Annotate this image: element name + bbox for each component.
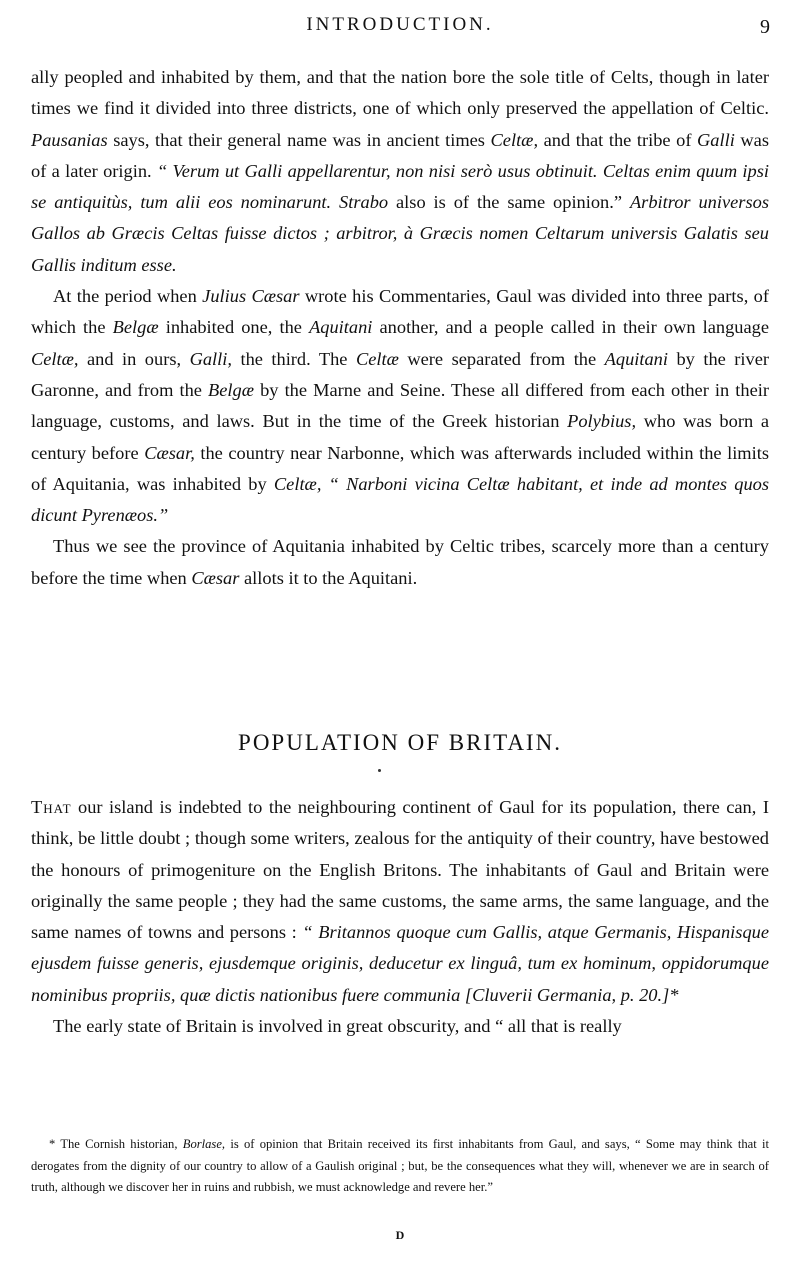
text-run: our island is indebted to the neighbouring continent of Gaul for its population, there can, I think, be little doubt ; though some writers, zealous for the antiquity of their country, have bestowed the honours of primogeniture on the English Britons. The inhabitants of Gaul and Britain were originally the same people ; they had the same customs, the same arms, the same language, and the same names of towns and persons : — [31, 797, 769, 943]
signature-mark: D — [395, 1228, 405, 1242]
section-paragraph-2 — [31, 1011, 769, 1042]
text-run: At the period when — [53, 286, 197, 307]
name-strabo: Strabo — [339, 192, 389, 213]
latin-quote: Arbitror universos Gallos ab Græcis Celtas fuisse dictos ; arbitror, à Græcis nomen Celtarum universis Galatis seu Gallis inditum esse. — [31, 192, 769, 275]
text-run: who was born a century before — [31, 411, 769, 463]
text-run: another, and a people called in their own language — [379, 317, 769, 338]
name-celtae: Celtæ, — [490, 129, 539, 150]
footnote-text: * The Cornish historian, — [49, 1137, 178, 1151]
name-caesar: Cæsar — [191, 567, 240, 588]
name-aquitani: Aquitani — [309, 317, 373, 338]
text-run: says, that their general name was in ancient times — [113, 129, 485, 150]
section-text — [31, 792, 769, 1042]
name-galli: Galli — [697, 129, 735, 150]
latin-quote: “ Britannos quoque cum Gallis, atque Germanis, Hispanisque ejusdem fuisse generis, ejusdemque originis, deducetur ex linguâ, tum ex hominum, oppidorumque nominibus propriis, quæ dictis nationibus fuere communia — [31, 922, 770, 1005]
text-run: and in ours, — [87, 348, 182, 369]
text-run: allots it to the Aquitani. — [244, 567, 418, 588]
intro-paragraph-2 — [31, 281, 769, 531]
name-polybius: Polybius, — [567, 411, 637, 432]
name-celtae: Celtæ, — [273, 473, 322, 494]
text-run: Thus we see the province of Aquitania inhabited by Celtic tribes, scarcely more than a century before the time when — [31, 536, 769, 588]
text-run: also is of the same opinion.” — [396, 192, 623, 213]
section-paragraph-1 — [31, 792, 769, 1011]
text-run: were separated from the — [407, 348, 597, 369]
text-run: ally peopled and inhabited by them, and that the nation bore the sole title of Celts, though in later times we find it divided into three districts, one of which only preserved the appellation of Celtic. — [31, 67, 769, 119]
introduction-text — [31, 62, 769, 594]
intro-paragraph-1 — [31, 62, 769, 281]
footnote-text: is of opinion that Britain received its first inhabitants from Gaul, and says, “ Some may think that it derogates from the dignity of our country to allow of a Gaulish original ; but, be the consequences what they will, whenever we are in search of truth, although we discover her in ruins and rubbish, we must acknowledge and revere her.” — [31, 1137, 769, 1194]
name-galli: Galli, — [189, 348, 232, 369]
running-header — [0, 14, 800, 44]
name-julius-caesar: Julius Cæsar — [202, 286, 300, 307]
running-title: INTRODUCTION. — [306, 14, 494, 35]
text-run: the country near Narbonne, which was afterwards included within the limits of Aquitania, was inhabited by — [31, 442, 769, 494]
intro-paragraph-3 — [31, 531, 769, 594]
name-celtae: Celtæ, — [31, 348, 79, 369]
name-aquitani: Aquitani — [604, 348, 668, 369]
name-belgae: Belgæ — [208, 379, 254, 400]
text-run: by the river Garonne, and from the — [31, 348, 769, 400]
ornament-dot — [378, 769, 381, 772]
section-heading: POPULATION OF BRITAIN. — [238, 730, 562, 755]
citation: [Cluverii Germania, p. 20.]* — [464, 984, 679, 1005]
latin-quote: “ Verum ut Galli appellarentur, non nisi serò usus obtinuit. Celtas enim quum ipsi se antiquitùs, tum alii eos nominarunt. — [31, 160, 769, 213]
text-run: was of a later origin. — [31, 129, 769, 181]
text-run: inhabited one, the — [165, 317, 302, 338]
name-caesar: Cæsar, — [144, 442, 195, 463]
latin-quote: “ Narboni vicina Celtæ habitant, et inde ad montes quos dicunt Pyrenæos.” — [31, 473, 769, 526]
text-run: and that the tribe of — [543, 129, 692, 150]
text-run: the third. The — [240, 348, 348, 369]
lead-word: That — [31, 797, 72, 817]
text-run: by the Marne and Seine. These all differed from each other in their language, customs, and laws. But in the time of the Greek historian — [31, 379, 769, 432]
page-number: 9 — [760, 16, 770, 38]
text-run: wrote his Commentaries, Gaul was divided into three parts, of which the — [31, 286, 769, 338]
name-pausanias: Pausanias — [31, 129, 108, 150]
text-run: The early state of Britain is involved in great obscurity, and “ all that is really — [53, 1016, 622, 1037]
name-borlase: Borlase, — [182, 1137, 226, 1151]
name-celtae: Celtæ — [355, 348, 399, 369]
footnote — [31, 1134, 769, 1199]
name-belgae: Belgæ — [112, 317, 159, 338]
